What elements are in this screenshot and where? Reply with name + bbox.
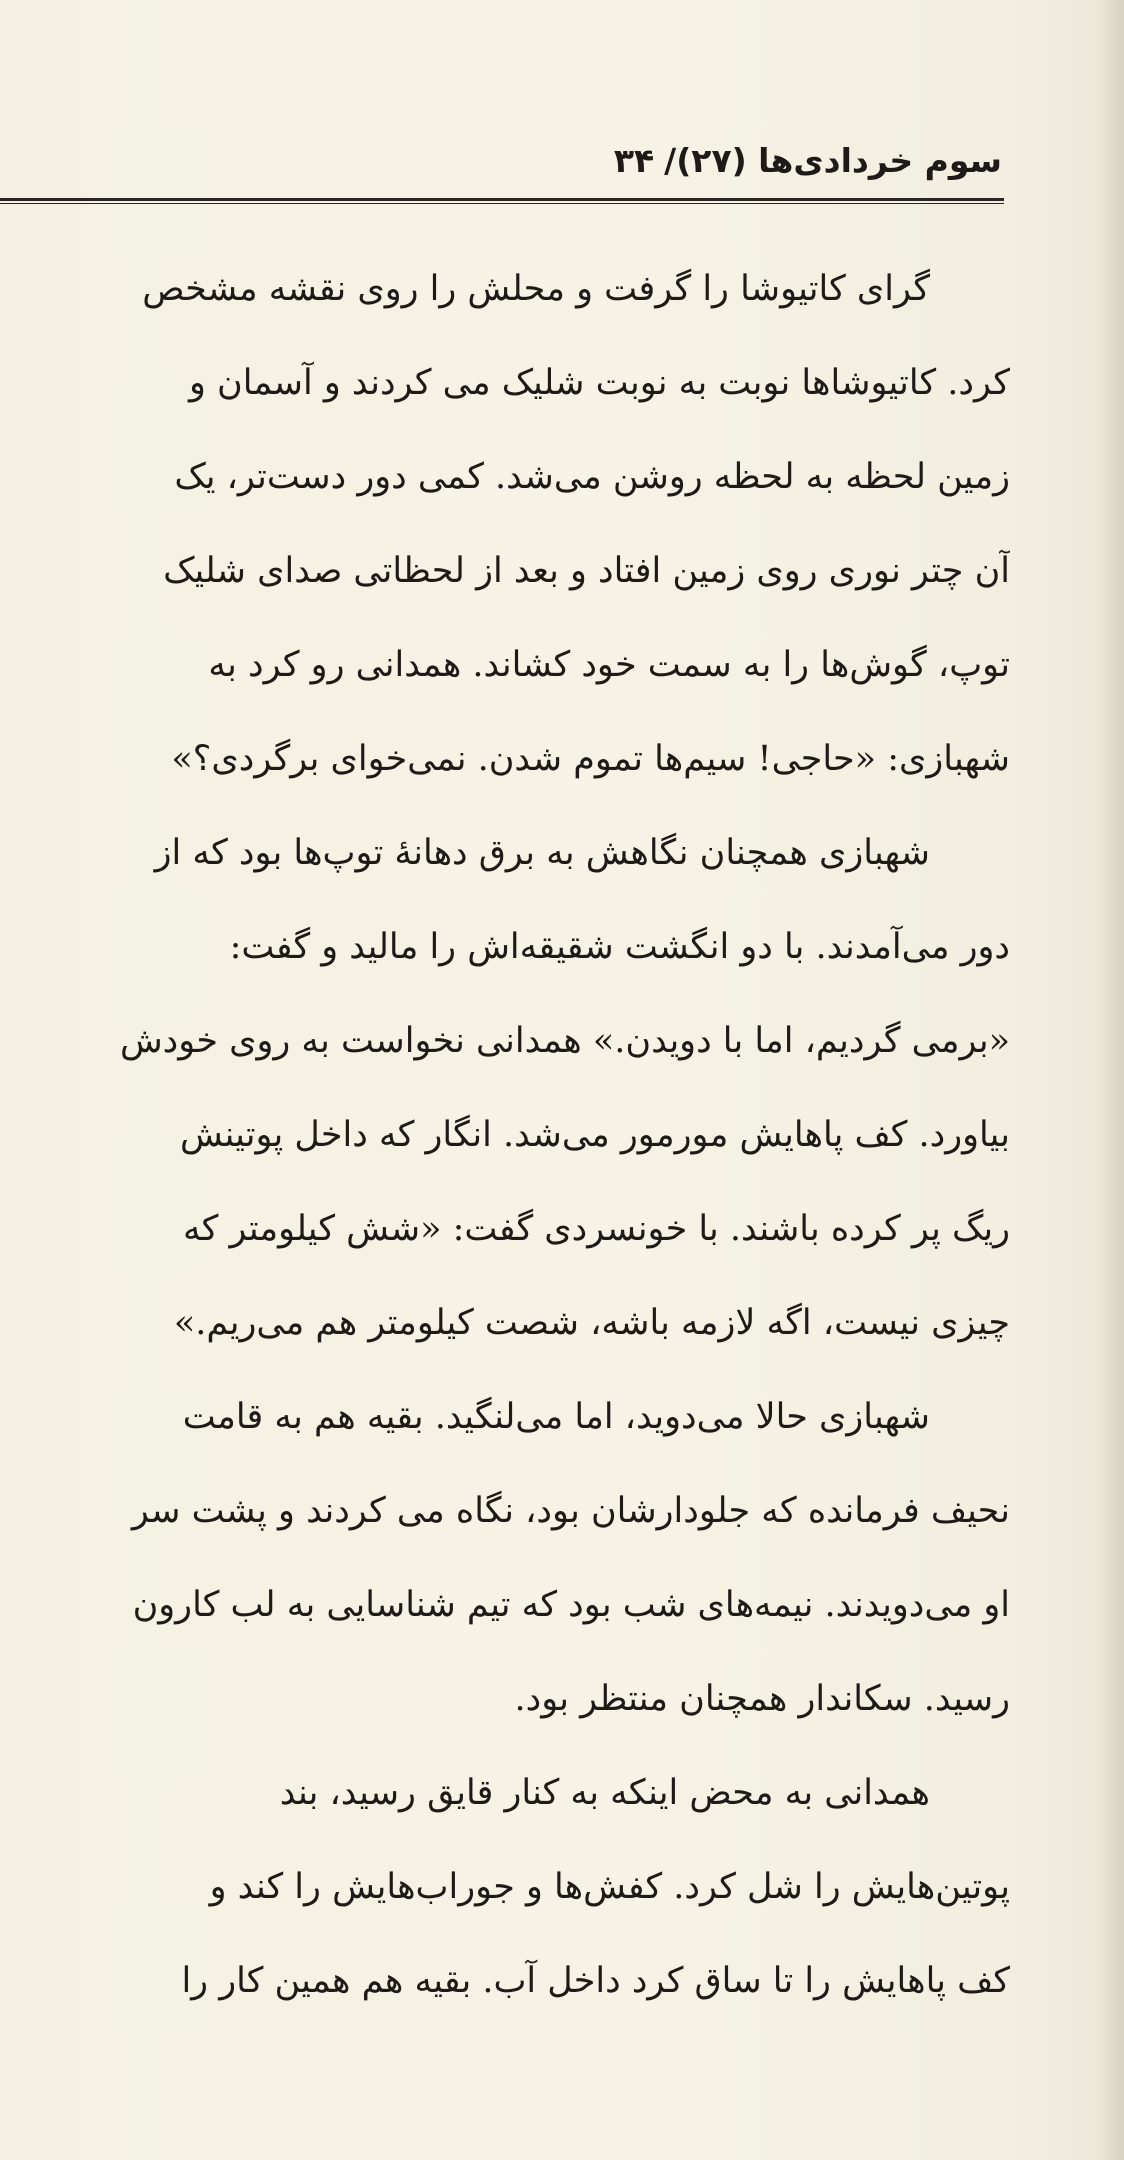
book-title: سوم خردادی‌ها (۲۷) <box>676 140 1002 180</box>
text-line: «برمی گردیم، اما با دویدن.» همدانی نخواست به روی خودش <box>119 1021 1010 1061</box>
body-text <box>0 242 1010 2028</box>
text-line: توپ، گوش‌ها را به سمت خود کشاند. همدانی رو کرد به <box>208 645 1010 685</box>
page-number: ۳۴ <box>613 140 655 180</box>
text-line: شهبازی همچنان نگاهش به برق دهانهٔ توپ‌ها بود که از <box>154 833 930 873</box>
header-rule <box>0 198 1004 204</box>
text-line: بیاورد. کف پاهایش مورمور می‌شد. انگار که داخل پوتینش <box>179 1115 1010 1155</box>
running-header <box>604 130 1002 190</box>
text-line: نحیف فرمانده که جلودارشان بود، نگاه می کردند و پشت سر <box>131 1491 1010 1531</box>
text-line: گرای کاتیوشا را گرفت و محلش را روی نقشه مشخص <box>142 269 930 309</box>
text-line: رسید. سکاندار همچنان منتظر بود. <box>514 1679 1010 1719</box>
text-line: پوتین‌هایش را شل کرد. کفش‌ها و جوراب‌هایش را کند و <box>209 1867 1010 1907</box>
text-line: چیزی نیست، اگه لازمه باشه، شصت کیلومتر هم می‌ریم.» <box>173 1303 1010 1343</box>
text-line: همدانی به محض اینکه به کنار قایق رسید، بند <box>279 1773 930 1813</box>
text-line: دور می‌آمدند. با دو انگشت شقیقه‌اش را مالید و گفت: <box>229 927 1010 967</box>
text-line: آن چتر نوری روی زمین افتاد و بعد از لحظاتی صدای شلیک <box>163 551 1010 591</box>
text-line: او می‌دویدند. نیمه‌های شب بود که تیم شناسایی به لب کارون <box>132 1585 1010 1625</box>
page-spine-shadow <box>1098 0 1124 2160</box>
text-line: کف پاهایش را تا ساق کرد داخل آب. بقیه هم همین کار را <box>181 1961 1010 2001</box>
text-line: شهبازی: «حاجی! سیم‌ها تموم شدن. نمی‌خوای برگردی؟» <box>171 739 1010 779</box>
text-line: کرد. کاتیوشاها نوبت به نوبت شلیک می کردند و آسمان و <box>189 363 1010 403</box>
text-line: زمین لحظه به لحظه روشن می‌شد. کمی دور دست‌تر، یک <box>174 457 1010 497</box>
text-line: ریگ پر کرده باشند. با خونسردی گفت: «شش کیلومتر که <box>182 1209 1010 1249</box>
text-line: شهبازی حالا می‌دوید، اما می‌لنگید. بقیه هم به قامت <box>182 1397 930 1437</box>
header-separator: / <box>664 140 677 180</box>
